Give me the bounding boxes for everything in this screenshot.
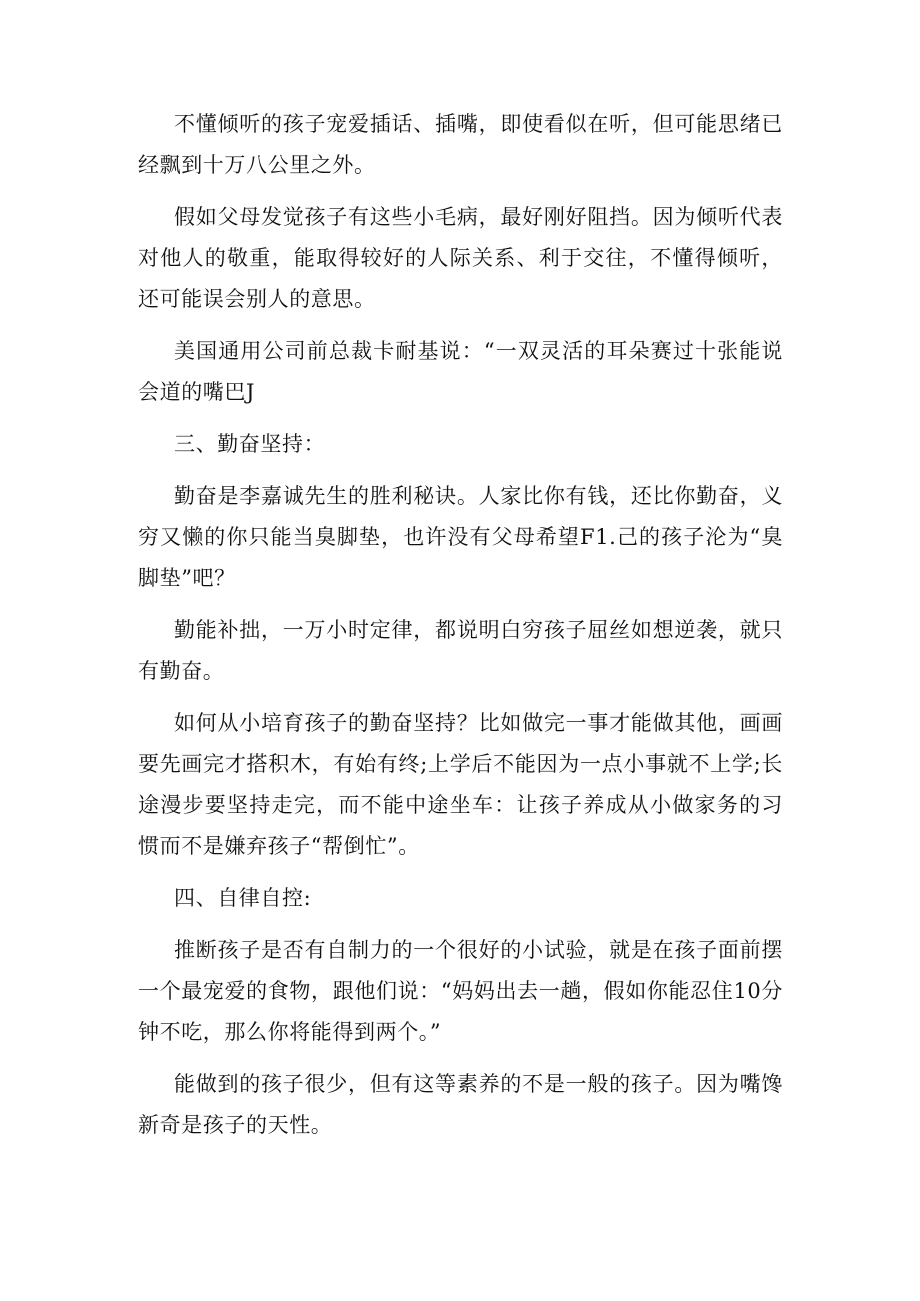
paragraph-li-ka-shing: 勤奋是李嘉诚先生的胜利秘诀。人家比你有钱，还比你勤奋，义穷又懒的你只能当臭脚垫，也许没有父母希望F1.己的孩子沦为“臭脚垫”吧？	[138, 484, 783, 590]
paragraph-cultivate-diligence: 如何从小培育孩子的勤奋坚持？比如做完一事才能做其他，画画要先画完才搭积木，有始有终;上学后不能因为一点小事就不上学;长途漫步要坚持走完，而不能中途坐车：让孩子养成从小做家务的习惯而不是嫌弃孩子“帮倒忙”。	[138, 711, 783, 858]
paragraph-parents-stop: 假如父母发觉孩子有这些小毛病，最好刚好阻挡。因为倾听代表对他人的敬重，能取得较好的人际关系、利于交往，不懂得倾听，还可能误会别人的意思。	[138, 205, 783, 311]
paragraph-carnegie-quote: 美国通用公司前总裁卡耐基说：“一双灵活的耳朵赛过十张能说会道的嘴巴J	[138, 339, 783, 404]
document-body	[138, 104, 783, 1157]
section-heading-diligence: 三、勤奋坚持：	[174, 432, 326, 456]
paragraph-ten-thousand-hours: 勤能补拙，一万小时定律，都说明白穷孩子屈丝如想逆袭，就只有勤奋。	[138, 618, 783, 683]
paragraph-few-children: 能做到的孩子很少，但有这等素养的不是一般的孩子。因为嘴馋新奇是孩子的天性。	[138, 1072, 783, 1137]
paragraph-listening: 不懂倾听的孩子宠爱插话、插嘴，即使看似在听，但可能思绪已经飘到十万八公里之外。	[138, 112, 783, 177]
paragraph-self-control-test: 推断孩子是否有自制力的一个很好的小试验，就是在孩子面前摆一个最宠爱的食物，跟他们说：“妈妈出去一趟，假如你能忍住10分钟不吃，那么你将能得到两个。”	[138, 938, 783, 1044]
section-heading-self-discipline: 四、自律自控:	[174, 886, 312, 910]
